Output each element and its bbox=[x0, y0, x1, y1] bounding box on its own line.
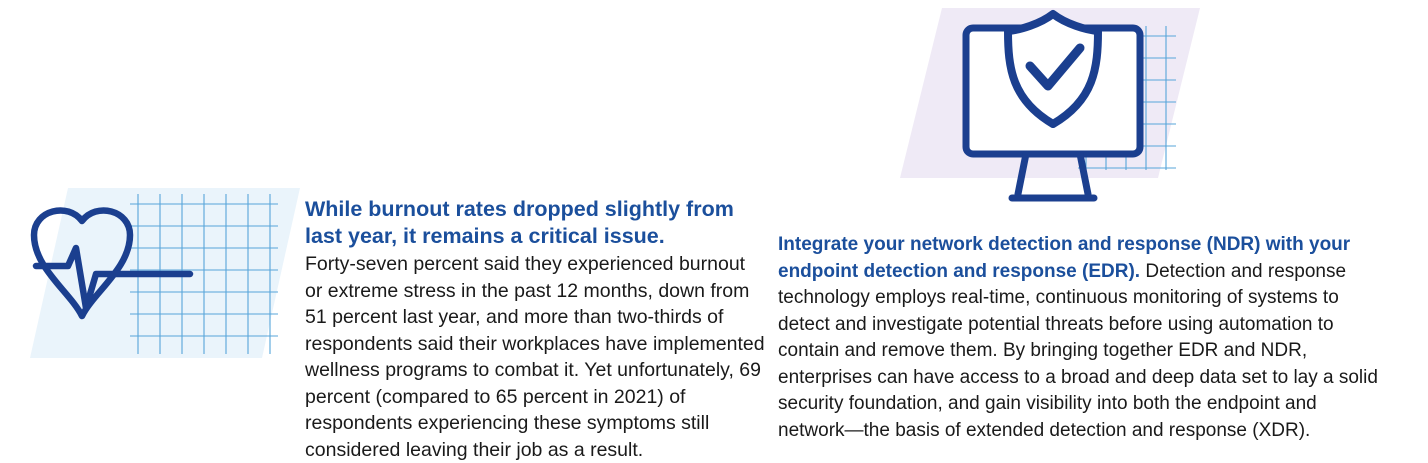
ndr-edr-paragraph bbox=[778, 232, 1378, 444]
ndr-edr-text-block bbox=[778, 232, 1378, 444]
ndr-edr-section bbox=[770, 0, 1428, 448]
burnout-heading: While burnout rates dropped slightly from last year, it remains a critical issue. bbox=[305, 197, 734, 248]
ndr-edr-lead: Integrate your network detection and response (NDR) with your endpoint detection and response (EDR). bbox=[778, 234, 1351, 282]
monitor-shield-check-icon bbox=[900, 8, 1210, 223]
burnout-body: Forty-seven percent said they experienced burnout or extreme stress in the past 12 months, down from 51 percent last year, and more than two-thirds of respondents said their workplaces have implemented wellness programs to combat it. Yet unfortunately, 69 percent (compared to 65 percent in 2021) of respondents experiencing these symptoms still considered leaving their job as a result. bbox=[305, 253, 765, 461]
heartbeat-icon bbox=[30, 188, 300, 358]
burnout-text-block bbox=[305, 196, 765, 463]
ndr-edr-body: Detection and response technology employs real-time, continuous monitoring of systems to detect and investigate potential threats before using automation to contain and remove them. By bringing together EDR and NDR, enterprises can have access to a broad and deep data set to lay a solid security foundation, and gain visibility into both the endpoint and network—the basis of extended detection and response (XDR). bbox=[778, 260, 1378, 441]
